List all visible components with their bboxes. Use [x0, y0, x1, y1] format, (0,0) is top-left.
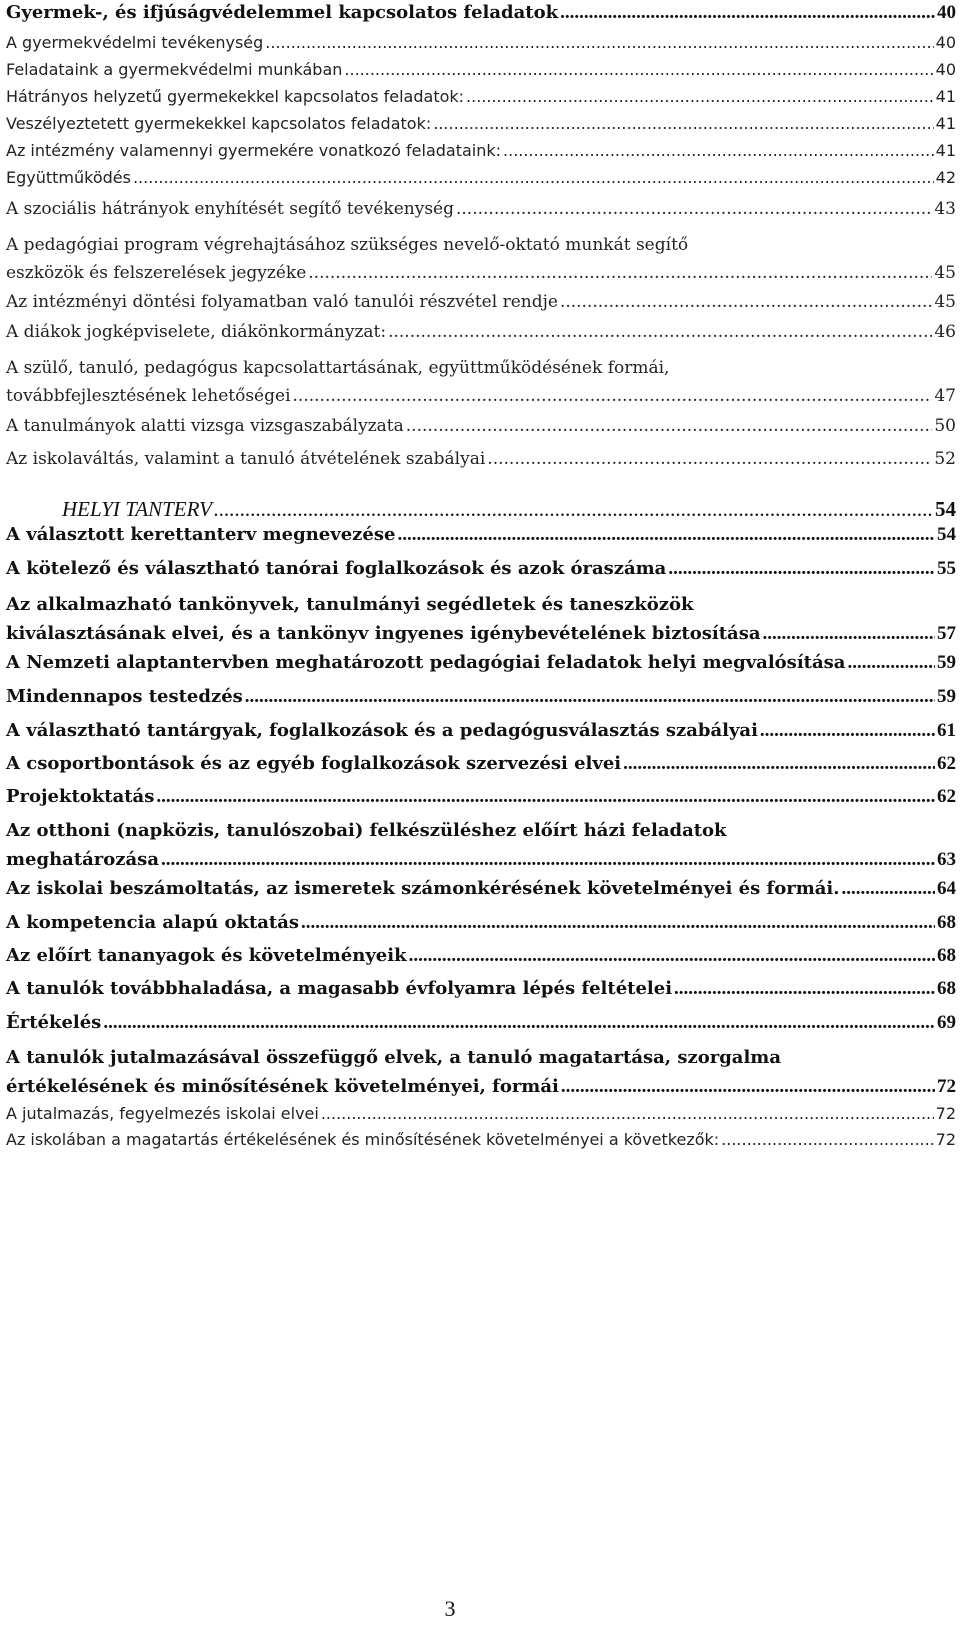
toc-entry[interactable] [6, 878, 956, 900]
toc-leader-dots [308, 263, 932, 283]
toc-entry-page: 54 [937, 524, 956, 545]
toc-entry[interactable] [6, 60, 956, 79]
toc-entry[interactable] [6, 416, 956, 436]
toc-leader-dots [842, 878, 935, 900]
toc-entry-title: Az iskolában a magatartás értékelésének és minősítésének követelményei a következők: [6, 1130, 720, 1149]
toc-leader-dots [456, 199, 932, 219]
toc-entry-title: Az iskolai beszámoltatás, az ismeretek számonkérésének követelményei és formái. [6, 878, 840, 899]
toc-entry-title: Mindennapos testedzés [6, 686, 243, 707]
toc-entry-page: 45 [934, 292, 956, 312]
toc-entry-title: A választható tantárgyak, foglalkozások és a pedagógusválasztás szabályai [6, 720, 758, 741]
toc-entry-title: A szociális hátrányok enyhítését segítő tevékenység [6, 199, 454, 219]
toc-entry-title: értékelésének és minősítésének követelményei, formái [6, 1076, 559, 1097]
toc-entry[interactable] [6, 820, 956, 871]
toc-leader-dots [397, 524, 935, 546]
toc-entry[interactable] [6, 2, 956, 24]
toc-entry[interactable] [6, 292, 956, 312]
toc-entry-page: 68 [937, 945, 956, 966]
toc-entry-page: 46 [934, 322, 956, 342]
toc-entry-page: 40 [935, 60, 956, 79]
toc-leader-dots [103, 1012, 935, 1034]
toc-entry[interactable] [6, 235, 956, 283]
toc-leader-dots [344, 60, 933, 79]
toc-entry-page: 61 [937, 720, 956, 741]
toc-entry[interactable] [6, 322, 956, 342]
toc-entry-page: 59 [937, 652, 956, 673]
toc-leader-dots [487, 449, 932, 469]
toc-entry[interactable] [6, 652, 956, 674]
toc-entry-title: Az intézmény valamennyi gyermekére vonatkozó feladataink: [6, 141, 502, 160]
toc-entry-title: Az előírt tananyagok és követelményeik [6, 945, 407, 966]
toc-entry[interactable] [6, 168, 956, 187]
toc-entry[interactable] [6, 594, 956, 645]
toc-entry-page: 63 [937, 849, 956, 870]
toc-entry-page: 64 [937, 878, 956, 899]
toc-leader-dots [293, 386, 933, 406]
toc-entry[interactable] [6, 786, 956, 808]
toc-entry-title: A diákok jogképviselete, diákönkormányzat: [6, 322, 387, 342]
toc-entry[interactable] [6, 87, 956, 106]
toc-entry[interactable] [6, 1104, 956, 1123]
toc-leader-dots [161, 849, 935, 871]
toc-entry-title: Együttműködés [6, 168, 131, 187]
toc-leader-dots [721, 1130, 933, 1149]
toc-leader-dots [623, 753, 935, 775]
toc-entry-page: 40 [937, 2, 956, 23]
toc-entry-page: 41 [935, 87, 956, 106]
toc-leader-dots [847, 652, 935, 674]
toc-entry[interactable] [6, 945, 956, 967]
toc-leader-dots [503, 141, 934, 160]
toc-entry[interactable] [6, 753, 956, 775]
toc-leader-dots [406, 416, 933, 436]
toc-entry[interactable] [6, 358, 956, 406]
toc-entry-page: 40 [935, 33, 956, 52]
toc-entry-page: 59 [937, 686, 956, 707]
toc-entry-title: Értékelés [6, 1012, 102, 1033]
toc-entry-page: 68 [937, 978, 956, 999]
toc-entry-title: A Nemzeti alaptantervben meghatározott pedagógiai feladatok helyi megvalósítása [6, 652, 846, 673]
toc-entry-title: A gyermekvédelmi tevékenység [6, 33, 264, 52]
toc-entry-title: A tanulók továbbhaladása, a magasabb évfolyamra lépés feltételei [6, 978, 673, 999]
toc-entry-page: 62 [937, 786, 956, 807]
toc-entry[interactable] [6, 912, 956, 934]
toc-entry-page: 55 [937, 558, 956, 579]
toc-entry-page: 43 [934, 199, 956, 219]
toc-entry-title-line: A szülő, tanuló, pedagógus kapcsolattartásának, együttműködésének formái, [6, 358, 670, 378]
toc-entry-page: 72 [935, 1130, 956, 1149]
toc-entry-page: 69 [937, 1012, 956, 1033]
toc-entry[interactable] [6, 449, 956, 469]
toc-entry[interactable] [6, 1047, 956, 1098]
toc-entry[interactable] [6, 1012, 956, 1034]
toc-leader-dots [321, 1104, 934, 1123]
toc-entry-title: Projektoktatás [6, 786, 155, 807]
toc-entry-title-line: Az alkalmazható tankönyvek, tanulmányi segédletek és taneszközök [6, 594, 694, 615]
toc-leader-dots [133, 168, 934, 187]
toc-entry-title-line: A pedagógiai program végrehajtásához szükséges nevelő-oktató munkát segítő [6, 235, 689, 255]
toc-entry-title-line: A tanulók jutalmazásával összefüggő elvek, a tanuló magatartása, szorgalma [6, 1047, 781, 1068]
toc-entry-page: 57 [937, 623, 956, 644]
toc-leader-dots [214, 497, 933, 522]
toc-entry[interactable] [6, 114, 956, 133]
toc-entry-title: továbbfejlesztésének lehetőségei [6, 386, 291, 406]
toc-entry-title: Gyermek-, és ifjúságvédelemmel kapcsolatos feladatok [6, 2, 559, 23]
toc-leader-dots [560, 2, 935, 24]
toc-entry[interactable] [6, 558, 956, 580]
toc-entry-page: 68 [937, 912, 956, 933]
toc-leader-dots [561, 1076, 935, 1098]
toc-leader-dots [245, 686, 935, 708]
toc-entry-title: A jutalmazás, fegyelmezés iskolai elvei [6, 1104, 319, 1123]
toc-entry-page: 45 [934, 263, 956, 283]
toc-entry-title: A kompetencia alapú oktatás [6, 912, 300, 933]
toc-entry-title-line: Az otthoni (napközis, tanulószobai) felkészüléshez előírt házi feladatok [6, 820, 727, 841]
toc-leader-dots [388, 322, 932, 342]
toc-entry-title: meghatározása [6, 849, 159, 870]
toc-entry[interactable] [6, 686, 956, 708]
toc-entry-page: 41 [935, 114, 956, 133]
toc-entry[interactable] [6, 720, 956, 742]
toc-entry-page: 47 [934, 386, 956, 406]
toc-entry-title: A tanulmányok alatti vizsga vizsgaszabályzata [6, 416, 404, 436]
toc-leader-dots [763, 623, 936, 645]
toc-leader-dots [265, 33, 933, 52]
toc-entry-page: 52 [934, 449, 956, 469]
toc-entry[interactable] [6, 199, 956, 219]
toc-leader-dots [433, 114, 933, 133]
toc-entry[interactable] [6, 497, 956, 522]
toc-leader-dots [668, 558, 935, 580]
toc-entry-title: HELYI TANTERV [62, 497, 212, 521]
toc-entry-title: A választott kerettanterv megnevezése [6, 524, 396, 545]
toc-entry-title: Az iskolaváltás, valamint a tanuló átvételének szabályai [6, 449, 486, 469]
toc-leader-dots [466, 87, 934, 106]
toc-entry-title: eszközök és felszerelések jegyzéke [6, 263, 307, 283]
toc-entry-page: 50 [934, 416, 956, 436]
page-number: 3 [444, 1596, 456, 1621]
toc-leader-dots [409, 945, 935, 967]
toc-leader-dots [301, 912, 935, 934]
toc-entry[interactable] [6, 33, 956, 52]
toc-leader-dots [560, 292, 932, 312]
toc-entry[interactable] [6, 141, 956, 160]
toc-leader-dots [156, 786, 935, 808]
toc-entry-title: Az intézményi döntési folyamatban való tanulói részvétel rendje [6, 292, 558, 312]
toc-entry[interactable] [6, 1130, 956, 1149]
toc-entry-page: 72 [935, 1104, 956, 1123]
toc-entry-title: kiválasztásának elvei, és a tankönyv ingyenes igénybevételének biztosítása [6, 623, 761, 644]
toc-entry-title: Hátrányos helyzetű gyermekekkel kapcsolatos feladatok: [6, 87, 465, 106]
toc-entry-title: Feladataink a gyermekvédelmi munkában [6, 60, 343, 79]
toc-entry-page: 42 [935, 168, 956, 187]
toc-entry-page: 62 [937, 753, 956, 774]
toc-entry-page: 72 [937, 1076, 956, 1097]
toc-entry-page: 41 [935, 141, 956, 160]
toc-entry-title: A csoportbontások és az egyéb foglalkozások szervezési elvei [6, 753, 622, 774]
toc-entry[interactable] [6, 978, 956, 1000]
toc-entry-title: A kötelező és választható tanórai foglalkozások és azok óraszáma [6, 558, 667, 579]
toc-entry-page: 54 [935, 497, 956, 521]
toc-leader-dots [760, 720, 935, 742]
toc-entry-title: Veszélyeztetett gyermekekkel kapcsolatos feladatok: [6, 114, 432, 133]
toc-entry[interactable] [6, 524, 956, 546]
toc-leader-dots [674, 978, 935, 1000]
